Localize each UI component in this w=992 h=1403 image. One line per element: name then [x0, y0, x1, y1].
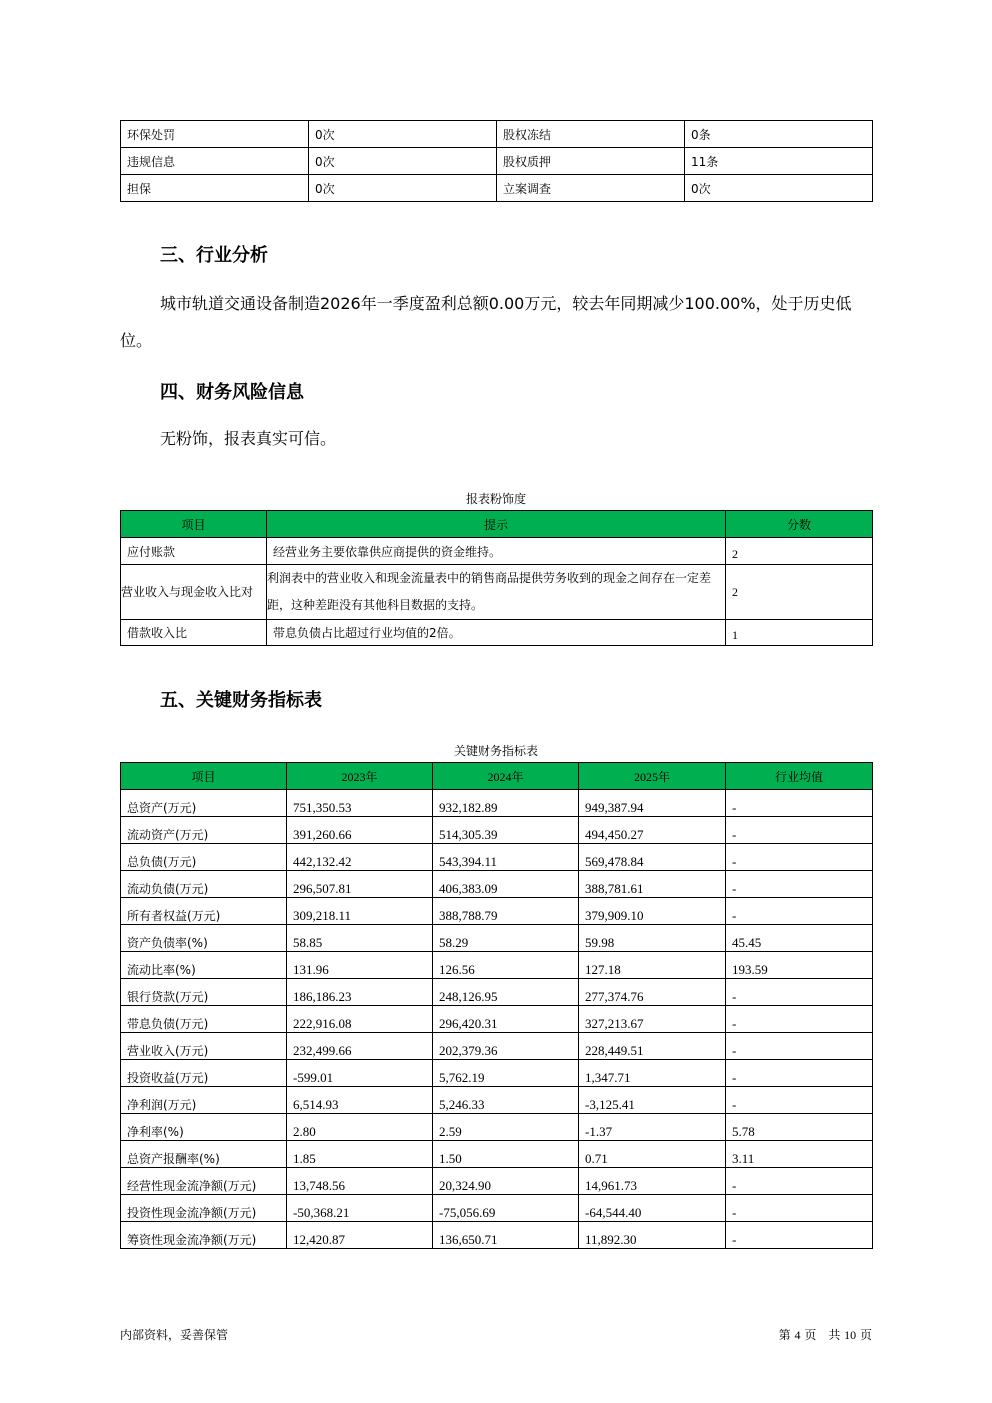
risk-value: 0次 — [309, 121, 497, 148]
table-row — [121, 871, 873, 898]
kpi-value: 202,379.36 — [433, 1033, 579, 1060]
kpi-value: -64,544.40 — [579, 1195, 726, 1222]
kpi-value: 59.98 — [579, 925, 726, 952]
kpi-value: - — [726, 790, 873, 817]
kpi-value: 5,246.33 — [433, 1087, 579, 1114]
table-row — [121, 1060, 873, 1087]
kpi-value: 248,126.95 — [433, 979, 579, 1006]
industry-analysis-text: 城市轨道交通设备制造2026年一季度盈利总额0.00万元，较去年同期减少100.00%，处于历史低位。 — [120, 294, 852, 350]
kpi-value: 58.29 — [433, 925, 579, 952]
cosmetic-item: 应付账款 — [121, 538, 267, 565]
kpi-value: - — [726, 1006, 873, 1033]
kpi-value: -599.01 — [287, 1060, 433, 1087]
cosmetic-tip: 带息负债占比超过行业均值的2倍。 — [267, 620, 726, 646]
table-row — [121, 1114, 873, 1141]
section-heading-kpi: 五、关键财务指标表 — [160, 690, 322, 711]
column-header: 项目 — [121, 511, 267, 538]
kpi-value: - — [726, 844, 873, 871]
kpi-table-body — [121, 790, 873, 1249]
kpi-value: 232,499.66 — [287, 1033, 433, 1060]
kpi-label: 净利率(%) — [121, 1114, 287, 1141]
kpi-label: 总资产报酬率(%) — [121, 1141, 287, 1168]
kpi-value: 1,347.71 — [579, 1060, 726, 1087]
table-row — [121, 1033, 873, 1060]
kpi-table-caption: 关键财务指标表 — [453, 744, 538, 758]
table-row — [121, 1087, 873, 1114]
kpi-value: 379,909.10 — [579, 898, 726, 925]
risk-value: 0条 — [685, 121, 873, 148]
risk-label: 股权冻结 — [497, 121, 685, 148]
cosmetic-item: 借款收入比 — [121, 620, 267, 646]
cosmetic-tip: 经营业务主要依靠供应商提供的资金维持。 — [267, 538, 726, 565]
table-row — [121, 148, 873, 175]
cosmetic-tip: 利润表中的营业收入和现金流量表中的销售商品提供劳务收到的现金之间存在一定差距，这种差距没有其他科目数据的支持。 — [267, 565, 726, 620]
kpi-value: -75,056.69 — [433, 1195, 579, 1222]
kpi-value: 751,350.53 — [287, 790, 433, 817]
risk-value: 0次 — [309, 148, 497, 175]
financial-risk-text: 无粉饰，报表真实可信。 — [160, 429, 337, 448]
kpi-label: 银行贷款(万元) — [121, 979, 287, 1006]
risk-label: 立案调查 — [497, 175, 685, 202]
table-row — [121, 952, 873, 979]
column-header: 提示 — [267, 511, 726, 538]
kpi-value: - — [726, 1168, 873, 1195]
table-header-row — [121, 511, 873, 538]
table-row — [121, 1195, 873, 1222]
column-header: 2024年 — [433, 763, 579, 790]
kpi-label: 经营性现金流净额(万元) — [121, 1168, 287, 1195]
kpi-value: - — [726, 1060, 873, 1087]
kpi-value: 228,449.51 — [579, 1033, 726, 1060]
kpi-value: 406,383.09 — [433, 871, 579, 898]
table-header-row — [121, 763, 873, 790]
risk-label: 担保 — [121, 175, 309, 202]
table-row — [121, 620, 873, 646]
table-row — [121, 565, 873, 620]
kpi-value: 1.85 — [287, 1141, 433, 1168]
kpi-label: 总负债(万元) — [121, 844, 287, 871]
page-current: 4 — [794, 1328, 801, 1342]
table-row — [121, 817, 873, 844]
risk-label: 股权质押 — [497, 148, 685, 175]
risk-value: 11条 — [685, 148, 873, 175]
table-row — [121, 790, 873, 817]
kpi-value: 136,650.71 — [433, 1222, 579, 1249]
table-row — [121, 925, 873, 952]
page-mid: 页 共 — [804, 1328, 841, 1342]
kpi-value: 309,218.11 — [287, 898, 433, 925]
risk-label: 环保处罚 — [121, 121, 309, 148]
kpi-value: 11,892.30 — [579, 1222, 726, 1249]
kpi-value: - — [726, 1087, 873, 1114]
kpi-label: 带息负债(万元) — [121, 1006, 287, 1033]
kpi-value: - — [726, 898, 873, 925]
kpi-value: 193.59 — [726, 952, 873, 979]
risk-label: 违规信息 — [121, 148, 309, 175]
section-heading-financial-risk: 四、财务风险信息 — [160, 382, 304, 403]
kpi-label: 总资产(万元) — [121, 790, 287, 817]
kpi-value: - — [726, 817, 873, 844]
table-row — [121, 898, 873, 925]
kpi-value: - — [726, 1195, 873, 1222]
kpi-value: 442,132.42 — [287, 844, 433, 871]
kpi-value: 5.78 — [726, 1114, 873, 1141]
column-header: 行业均值 — [726, 763, 873, 790]
kpi-value: 327,213.67 — [579, 1006, 726, 1033]
cosmetic-score: 1 — [726, 620, 873, 646]
kpi-table — [120, 762, 873, 1249]
kpi-value: 2.59 — [433, 1114, 579, 1141]
kpi-value: 932,182.89 — [433, 790, 579, 817]
kpi-label: 净利润(万元) — [121, 1087, 287, 1114]
kpi-value: 20,324.90 — [433, 1168, 579, 1195]
page-total: 10 — [844, 1328, 857, 1342]
cosmetic-table-caption: 报表粉饰度 — [465, 492, 526, 506]
kpi-label: 所有者权益(万元) — [121, 898, 287, 925]
column-header: 项目 — [121, 763, 287, 790]
kpi-value: - — [726, 1033, 873, 1060]
cosmetic-score: 2 — [726, 538, 873, 565]
kpi-value: 222,916.08 — [287, 1006, 433, 1033]
kpi-value: 131.96 — [287, 952, 433, 979]
table-row — [121, 1141, 873, 1168]
kpi-label: 投资性现金流净额(万元) — [121, 1195, 287, 1222]
footer-page-number — [779, 1326, 872, 1343]
table-row — [121, 175, 873, 202]
column-header: 分数 — [726, 511, 873, 538]
kpi-value: 388,781.61 — [579, 871, 726, 898]
kpi-value: 296,420.31 — [433, 1006, 579, 1033]
kpi-value: 2.80 — [287, 1114, 433, 1141]
kpi-value: 0.71 — [579, 1141, 726, 1168]
cosmetic-score: 2 — [726, 565, 873, 620]
risk-summary-table — [120, 120, 873, 202]
kpi-label: 投资收益(万元) — [121, 1060, 287, 1087]
cosmetic-item: 营业收入与现金收入比对 — [121, 565, 267, 620]
kpi-value: -1.37 — [579, 1114, 726, 1141]
footer-confidential: 内部资料，妥善保管 — [120, 1328, 229, 1342]
kpi-value: 126.56 — [433, 952, 579, 979]
risk-value: 0次 — [685, 175, 873, 202]
kpi-value: - — [726, 979, 873, 1006]
kpi-value: 277,374.76 — [579, 979, 726, 1006]
kpi-value: - — [726, 871, 873, 898]
kpi-value: 388,788.79 — [433, 898, 579, 925]
table-row — [121, 121, 873, 148]
kpi-value: 6,514.93 — [287, 1087, 433, 1114]
kpi-value: 296,507.81 — [287, 871, 433, 898]
kpi-label: 流动负债(万元) — [121, 871, 287, 898]
page-suffix: 页 — [859, 1328, 872, 1342]
table-row — [121, 979, 873, 1006]
kpi-value: 14,961.73 — [579, 1168, 726, 1195]
kpi-label: 资产负债率(%) — [121, 925, 287, 952]
kpi-value: -3,125.41 — [579, 1087, 726, 1114]
kpi-value: 13,748.56 — [287, 1168, 433, 1195]
kpi-value: 186,186.23 — [287, 979, 433, 1006]
table-row — [121, 844, 873, 871]
section-heading-industry: 三、行业分析 — [160, 245, 268, 266]
cosmetic-table — [120, 510, 873, 646]
kpi-label: 流动比率(%) — [121, 952, 287, 979]
kpi-value: 5,762.19 — [433, 1060, 579, 1087]
table-row — [121, 1168, 873, 1195]
kpi-value: 543,394.11 — [433, 844, 579, 871]
kpi-value: 45.45 — [726, 925, 873, 952]
kpi-label: 流动资产(万元) — [121, 817, 287, 844]
table-row — [121, 1006, 873, 1033]
kpi-value: 494,450.27 — [579, 817, 726, 844]
kpi-value: 1.50 — [433, 1141, 579, 1168]
kpi-value: 949,387.94 — [579, 790, 726, 817]
kpi-label: 营业收入(万元) — [121, 1033, 287, 1060]
page-prefix: 第 — [778, 1328, 791, 1342]
table-row — [121, 1222, 873, 1249]
column-header: 2023年 — [287, 763, 433, 790]
column-header: 2025年 — [579, 763, 726, 790]
risk-value: 0次 — [309, 175, 497, 202]
kpi-value: 58.85 — [287, 925, 433, 952]
kpi-value: 127.18 — [579, 952, 726, 979]
kpi-label: 筹资性现金流净额(万元) — [121, 1222, 287, 1249]
kpi-value: 569,478.84 — [579, 844, 726, 871]
kpi-value: 391,260.66 — [287, 817, 433, 844]
kpi-value: 514,305.39 — [433, 817, 579, 844]
table-row — [121, 538, 873, 565]
kpi-value: - — [726, 1222, 873, 1249]
kpi-value: -50,368.21 — [287, 1195, 433, 1222]
kpi-value: 12,420.87 — [287, 1222, 433, 1249]
kpi-value: 3.11 — [726, 1141, 873, 1168]
